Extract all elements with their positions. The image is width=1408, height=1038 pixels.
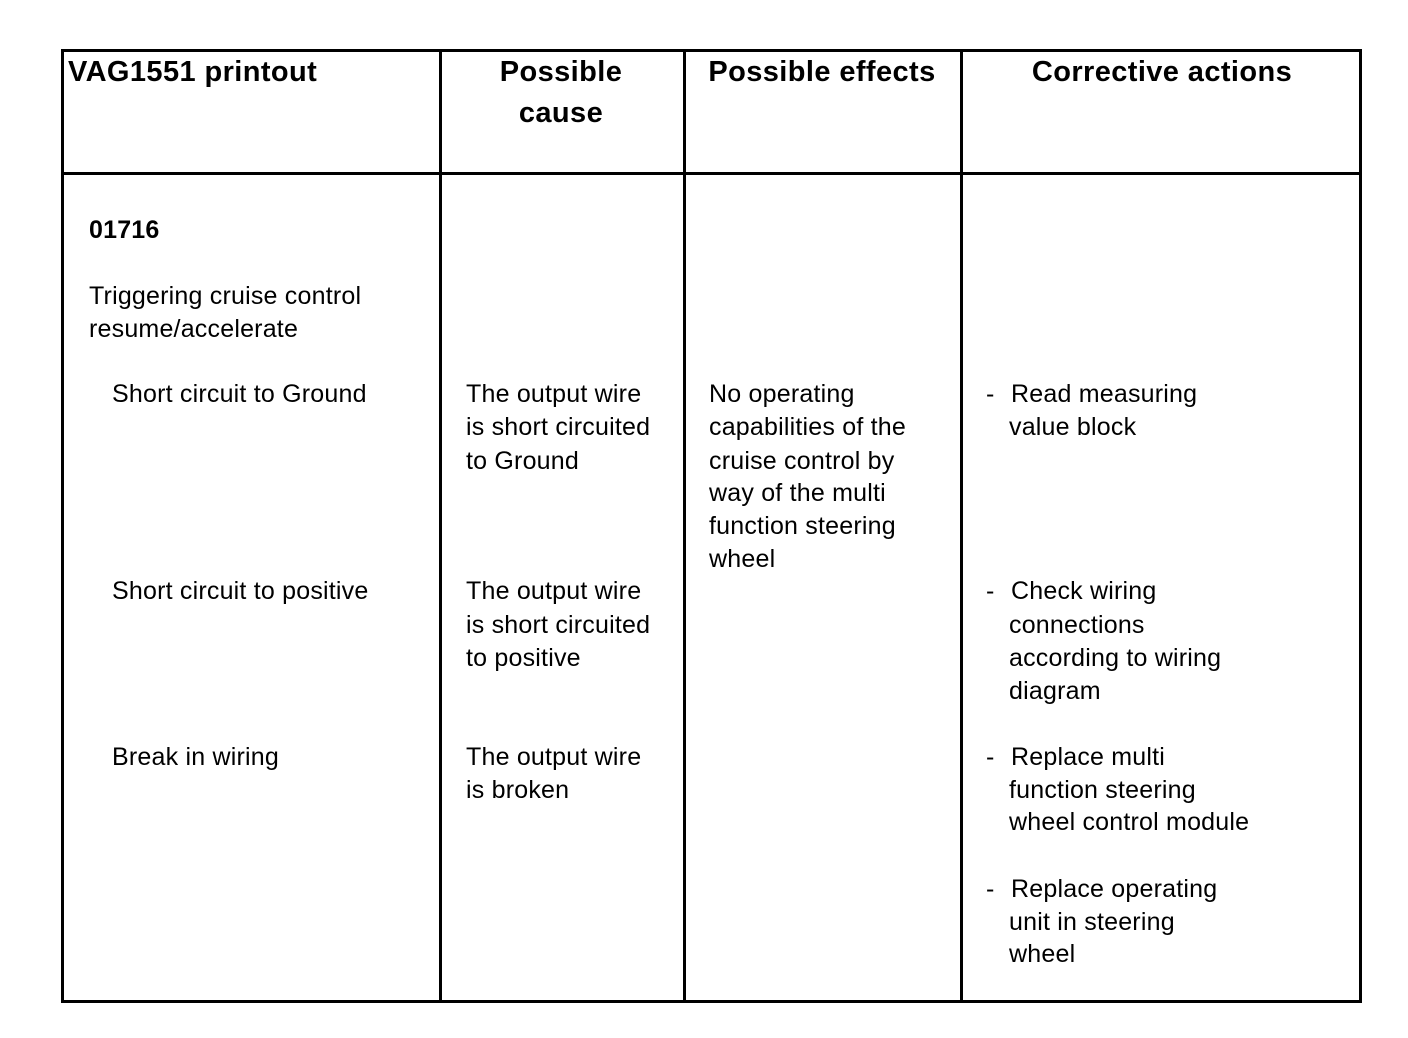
action-4-line1: Replace operating xyxy=(1011,875,1218,903)
effects-line4: way of the multi xyxy=(709,479,886,507)
cause-ground-line2: is short circuited xyxy=(466,413,651,441)
cause-ground-line3: to Ground xyxy=(466,447,579,475)
effects-line5: function steering xyxy=(709,512,896,540)
effects-line1: No operating xyxy=(709,380,855,408)
header-vag1551-printout: VAG1551 printout xyxy=(68,56,318,88)
action-2-line4: diagram xyxy=(1009,677,1101,705)
column-divider-2 xyxy=(683,52,686,1000)
condition-short-ground: Short circuit to Ground xyxy=(112,380,367,408)
fault-description-line2: resume/accelerate xyxy=(89,315,299,343)
cause-positive-line3: to positive xyxy=(466,644,581,672)
effects-line3: cruise control by xyxy=(709,447,895,475)
action-3-line1: Replace multi xyxy=(1011,743,1166,771)
action-4-bullet: - xyxy=(986,875,995,903)
header-possible-effects: Possible effects xyxy=(708,56,936,88)
effects-line6: wheel xyxy=(709,545,776,573)
cause-positive-line1: The output wire xyxy=(466,577,642,605)
header-possible-cause-line1: Possible xyxy=(499,56,623,88)
effects-line2: capabilities of the xyxy=(709,413,906,441)
header-possible-cause-line2: cause xyxy=(518,97,604,129)
condition-break-wiring: Break in wiring xyxy=(112,743,279,771)
fault-code: 01716 xyxy=(89,216,160,244)
header-divider xyxy=(64,172,1359,175)
action-3-bullet: - xyxy=(986,743,995,771)
cause-break-line1: The output wire xyxy=(466,743,642,771)
action-3-line3: wheel control module xyxy=(1009,808,1250,836)
action-2-line3: according to wiring xyxy=(1009,644,1222,672)
fault-description-line1: Triggering cruise control xyxy=(89,282,362,310)
action-2-bullet: - xyxy=(986,577,995,605)
action-1-line1: Read measuring xyxy=(1011,380,1198,408)
header-corrective-actions: Corrective actions xyxy=(1031,56,1293,88)
action-1-line2: value block xyxy=(1009,413,1137,441)
action-4-line2: unit in steering xyxy=(1009,908,1175,936)
cause-positive-line2: is short circuited xyxy=(466,611,651,639)
condition-short-positive: Short circuit to positive xyxy=(112,577,369,605)
cause-ground-line1: The output wire xyxy=(466,380,642,408)
action-1-bullet: - xyxy=(986,380,995,408)
cause-break-line2: is broken xyxy=(466,776,570,804)
action-3-line2: function steering xyxy=(1009,776,1196,804)
column-divider-3 xyxy=(960,52,963,1000)
column-divider-1 xyxy=(439,52,442,1000)
action-4-line3: wheel xyxy=(1009,940,1076,968)
action-2-line2: connections xyxy=(1009,611,1145,639)
action-2-line1: Check wiring xyxy=(1011,577,1157,605)
